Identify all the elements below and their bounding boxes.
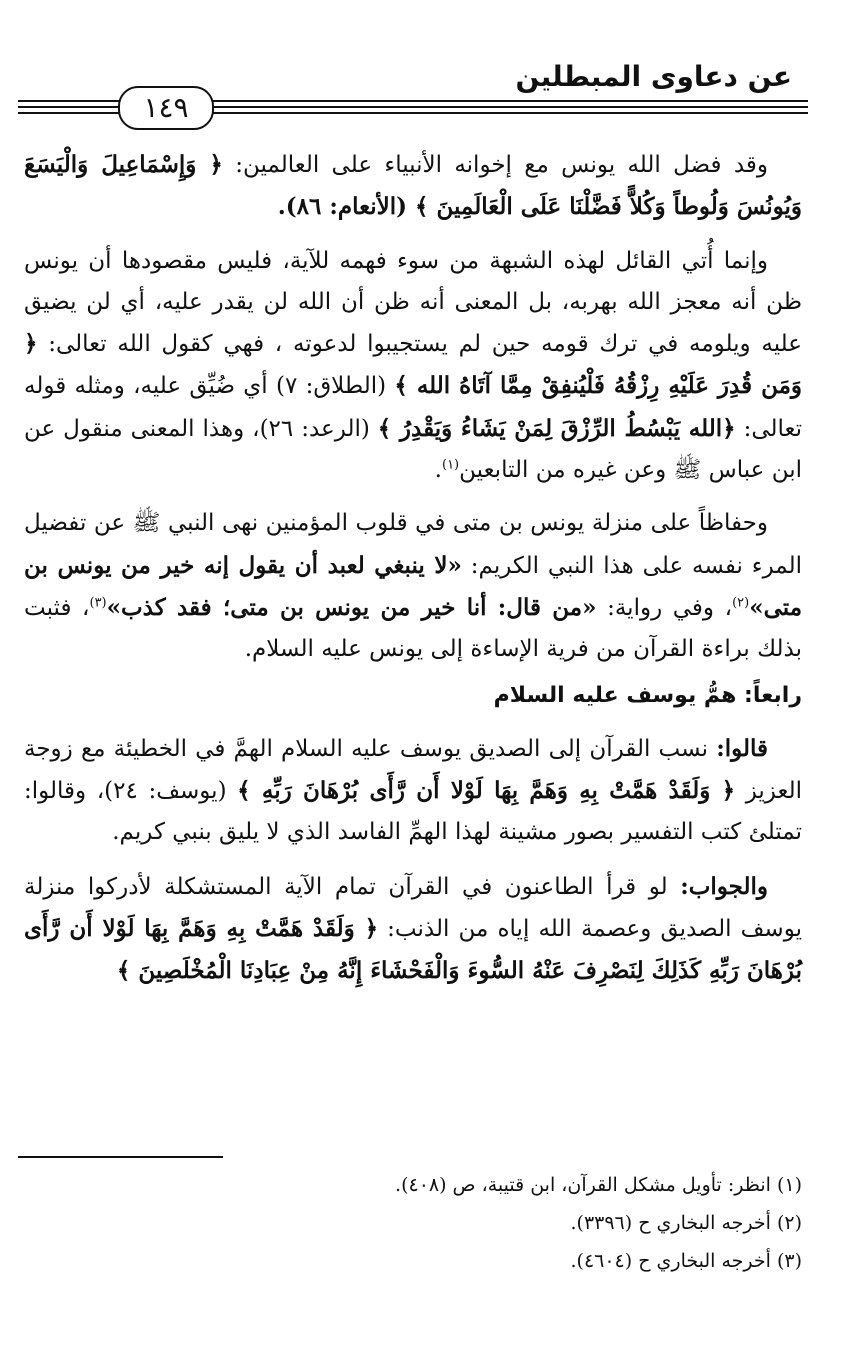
- lead-word: قالوا:: [716, 734, 768, 762]
- paragraph: [24, 144, 802, 229]
- hadith-quote: «لا ينبغي لعبد أن يقول إنه خير من يونس بن متى»: [24, 551, 803, 621]
- footnote-marker: (١): [441, 457, 460, 473]
- body-text: [24, 144, 802, 993]
- text-run: وقد فضل الله يونس مع إخوانه الأنبياء على العالمين:: [222, 152, 768, 178]
- book-page: [18, 48, 808, 1348]
- text-run: .: [434, 457, 442, 484]
- running-title: عن دعاوى المبطلين: [515, 60, 792, 93]
- text-run: وإنما أُتي القائل لهذه الشبهة من سوء فهمه للآية، فليس مقصودها أن يونس ظن أنه معجز الله بهربه، بل المعنى أنه ظن أن الله لن يقدر عليه، أي لن يضيق عليه ويلومه في ترك قومه حين لم يستجيبوا لدعوته ، فهي كقول الله تعالى:: [24, 247, 802, 358]
- footnote: (٣) أخرجه البخاري ح (٤٦٠٤).: [570, 1250, 802, 1272]
- lead-word: والجواب:: [680, 872, 768, 900]
- text-run: (الطلاق: ٧) أي ضُيِّق عليه، ومثله قوله تعالى:: [24, 373, 803, 442]
- text-run: وحفاظاً على منزلة يونس بن متى في قلوب المؤمنين نهى النبي ﷺ عن تفضيل المرء نفسه على هذا النبي الكريم:: [24, 510, 802, 579]
- page-number: ١٤٩: [118, 86, 214, 130]
- quran-verse: ﴿ وَمَن قُدِرَ عَلَيْهِ رِزْقُهُ فَلْيُنفِقْ مِمَّا آتَاهُ الله ﴾: [24, 330, 802, 400]
- footnotes: [24, 1166, 802, 1280]
- paragraph: [24, 503, 802, 670]
- text-run: ، وفي رواية:: [596, 594, 733, 621]
- text-run: (يوسف: ٢٤)، وقالوا: تمتلئ كتب التفسير بصور مشينة لهذا الهمِّ الفاسد الذي لا يليق بنبي كريم.: [24, 778, 802, 846]
- text-run: ، فثبت بذلك براءة القرآن من فرية الإساءة إلى يونس عليه السلام.: [24, 594, 802, 663]
- paragraph: [24, 728, 802, 854]
- quran-verse: ﴿ وَلَقَدْ هَمَّتْ بِهِ وَهَمَّ بِهَا لَوْلا أَن رَّأَى بُرْهَانَ رَبِّهِ كَذَلِكَ لِنَصْرِفَ عَنْهُ السُّوءَ وَالْفَحْشَاءَ إِنَّهُ مِنْ عِبَادِنَا الْمُخْلَصِينَ ﴾: [24, 915, 802, 985]
- quran-verse: ﴿ وَلَقَدْ هَمَّتْ بِهِ وَهَمَّ بِهَا لَوْلا أَن رَّأَى بُرْهَانَ رَبِّهِ ﴾: [237, 777, 736, 805]
- footnote: (١) انظر: تأويل مشكل القرآن، ابن قتيبة، ص (٤٠٨).: [395, 1174, 802, 1196]
- text-run: لو قرأ الطاعنون في القرآن تمام الآية المستشكلة لأدركوا منزلة يوسف الصديق وعصمة الله إياه من الذنب:: [24, 873, 802, 943]
- section-heading: رابعاً: همُّ يوسف عليه السلام: [493, 682, 802, 708]
- paragraph: [24, 866, 802, 993]
- footnote-marker: (٣): [89, 595, 107, 611]
- quran-verse: ﴿ وَإِسْمَاعِيلَ وَالْيَسَعَ وَيُونُسَ وَلُوطاً وَكُلاًّ فَضَّلْنَا عَلَى الْعَالَمِينَ ﴾: [24, 151, 802, 221]
- footnote: (٢) أخرجه البخاري ح (٣٣٩٦).: [570, 1212, 802, 1234]
- paragraph: [24, 241, 802, 492]
- hadith-quote: «من قال: أنا خير من يونس بن متى؛ فقد كذب»: [106, 593, 597, 621]
- footnote-divider: [18, 1156, 223, 1158]
- verse-reference: (الأنعام: ٨٦).: [277, 193, 415, 221]
- footnote-marker: (٢): [732, 595, 750, 611]
- text-run: نسب القرآن إلى الصديق يوسف عليه السلام الهمَّ في الخطيئة مع زوجة العزيز: [24, 735, 802, 805]
- text-run: (الرعد: ٢٦)، وهذا المعنى منقول عن ابن عباس ﷺ وعن غيره من التابعين: [24, 415, 802, 484]
- quran-verse: ﴿الله يَبْسُطُ الرِّزْقَ لِمَنْ يَشَاءُ وَيَقْدِرُ ﴾: [377, 414, 736, 442]
